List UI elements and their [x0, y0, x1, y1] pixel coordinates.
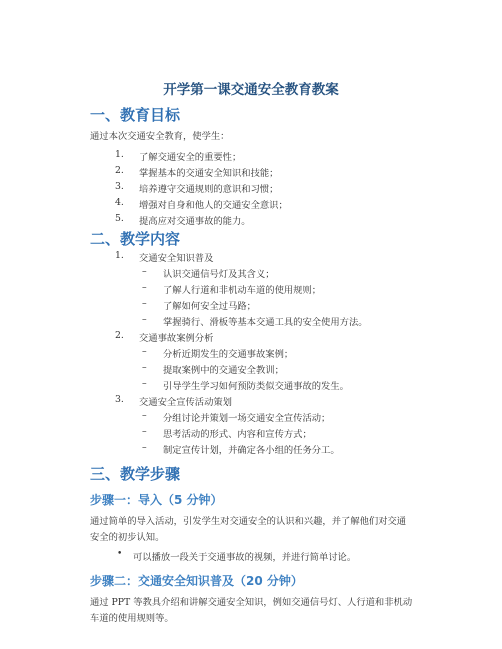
dash-marker: – — [142, 282, 147, 293]
goal-item: 了解交通安全的重要性； — [139, 152, 242, 163]
dash-marker: – — [142, 266, 147, 277]
goal-item: 培养遵守交通规则的意识和习惯； — [139, 184, 279, 195]
content-subitem: 认识交通信号灯及其含义； — [163, 269, 275, 280]
document-title: 开学第一课交通安全教育教案 — [163, 82, 339, 98]
step-one-paragraph-line: 通过简单的导入活动，引发学生对交通安全的认识和兴趣，并了解他们对交通 — [90, 516, 407, 527]
content-group-number: 1. — [115, 250, 124, 261]
dash-marker: – — [142, 362, 147, 373]
step-one-heading: 步骤一：导入（5 分钟） — [90, 493, 223, 507]
goal-item: 增强对自身和他人的交通安全意识； — [139, 200, 288, 211]
content-subitem: 了解如何安全过马路； — [163, 301, 256, 312]
goal-number: 5. — [115, 213, 124, 224]
content-subitem: 分析近期发生的交通事故案例； — [163, 349, 294, 360]
goal-number: 1. — [115, 149, 124, 160]
step-two-heading: 步骤二：交通安全知识普及（20 分钟） — [90, 574, 303, 588]
goal-number: 3. — [115, 181, 124, 192]
step-two-paragraph-line: 通过 PPT 等教具介绍和讲解交通安全知识，例如交通信号灯、人行道和非机动 — [90, 597, 413, 608]
content-subitem: 思考活动的形式、内容和宣传方式； — [163, 429, 312, 440]
goal-number: 2. — [115, 165, 124, 176]
goal-item: 掌握基本的交通安全知识和技能； — [139, 168, 279, 179]
step-one-paragraph-line: 安全的初步认知。 — [90, 532, 165, 543]
content-group-label: 交通安全知识普及 — [139, 253, 214, 264]
content-subitem: 分组讨论并策划一场交通安全宣传活动； — [163, 413, 331, 424]
dash-marker: – — [142, 426, 147, 437]
section-heading-goals: 一、教育目标 — [90, 106, 181, 124]
dash-marker: – — [142, 298, 147, 309]
step-two-paragraph-line: 车道的使用规则等。 — [90, 613, 174, 624]
content-subitem: 引导学生学习如何预防类似交通事故的发生。 — [163, 381, 349, 392]
content-subitem: 制定宣传计划，并确定各小组的任务分工。 — [163, 445, 340, 456]
goals-intro: 通过本次交通安全教育，使学生： — [90, 131, 230, 142]
content-group-label: 交通事故案例分析 — [139, 333, 214, 344]
content-group-number: 3. — [115, 394, 124, 405]
content-group-number: 2. — [115, 330, 124, 341]
content-subitem: 了解人行道和非机动车道的使用规则； — [163, 285, 322, 296]
content-subitem: 提取案例中的交通安全教训； — [163, 365, 284, 376]
content-subitem: 掌握骑行、滑板等基本交通工具的安全使用方法。 — [163, 317, 368, 328]
goal-number: 4. — [115, 197, 124, 208]
dash-marker: – — [142, 346, 147, 357]
dash-marker: – — [142, 410, 147, 421]
dash-marker: – — [142, 378, 147, 389]
dash-marker: – — [142, 314, 147, 325]
section-heading-steps: 三、教学步骤 — [90, 465, 181, 483]
content-group-label: 交通安全宣传活动策划 — [139, 397, 232, 408]
dash-marker: – — [142, 442, 147, 453]
section-heading-content: 二、教学内容 — [90, 230, 181, 248]
bullet-marker: • — [117, 549, 123, 559]
step-one-bullet: 可以播放一段关于交通事故的视频，并进行简单讨论。 — [133, 552, 357, 563]
goal-item: 提高应对交通事故的能力。 — [139, 216, 251, 227]
